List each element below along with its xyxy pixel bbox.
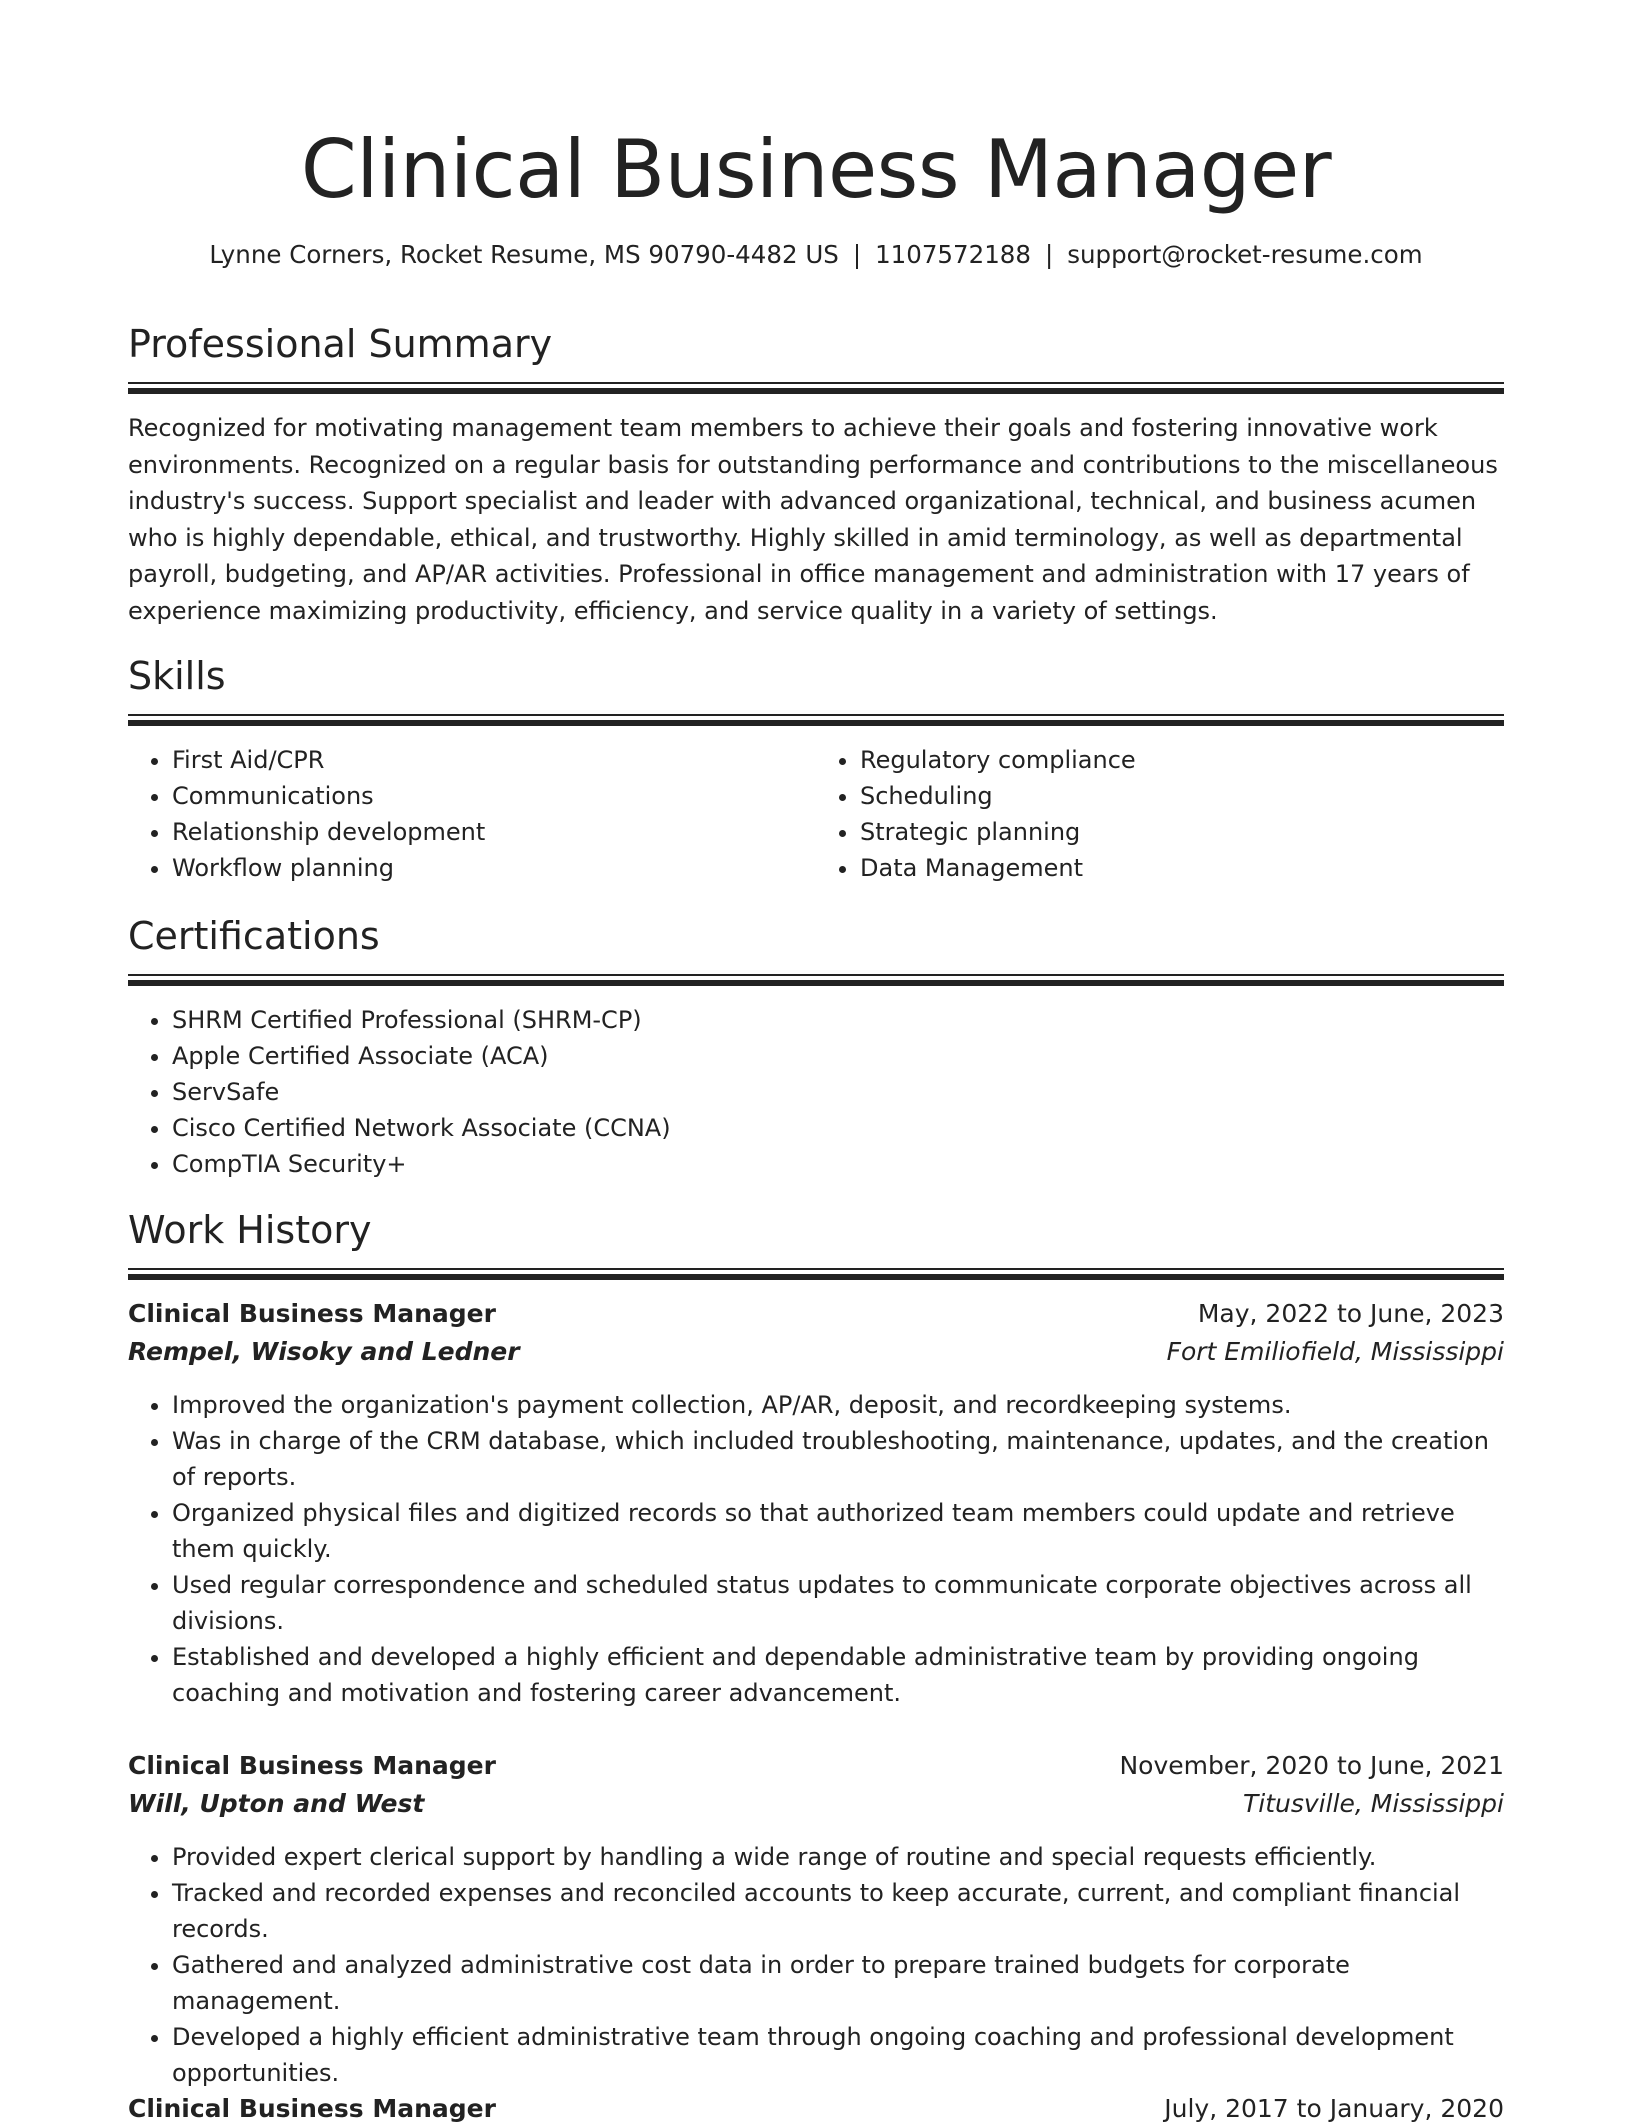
job-bullet: • Improved the organization's payment collection, AP/AR, deposit, and recordkeeping systems. [172, 1387, 1504, 1423]
skill-item: • Relationship development [172, 814, 816, 850]
summary-text: Recognized for motivating management team members to achieve their goals and fostering innovative work environments. Recognized on a regular basis for outstanding performance and contributions to the miscellaneous industry's success. Support specialist and leader with advanced organizational, technical, and business acumen who is highly dependable, ethical, and trustworthy. Highly skilled in amid terminology, as well as departmental payroll, budgeting, and AP/AR activities. Professional in office management and administration with 17 years of experience maximizing productivity, efficiency, and service quality in a variety of settings. [128, 414, 1498, 625]
skill-item: • Regulatory compliance [860, 742, 1504, 778]
certification-item: • SHRM Certified Professional (SHRM-CP) [172, 1002, 1504, 1038]
job-header [128, 1747, 1504, 1785]
job-header [128, 2090, 1504, 2128]
job-dates: July, 2017 to January, 2020 [1164, 2094, 1504, 2123]
skills-columns [128, 742, 1504, 886]
certification-item: • Cisco Certified Network Associate (CCNA) [172, 1110, 1504, 1146]
certification-item: • CompTIA Security+ [172, 1146, 1504, 1182]
job-title: Clinical Business Manager [128, 1751, 496, 1780]
summary-section [128, 318, 1504, 629]
contact-line [128, 238, 1504, 272]
job-bullets [128, 1839, 1504, 2091]
section-divider [128, 382, 1504, 394]
section-title-summary: Professional Summary [128, 322, 553, 366]
job-title: Clinical Business Manager [128, 2094, 496, 2123]
skills-list-left [128, 742, 816, 886]
skill-item: • Data Management [860, 850, 1504, 886]
section-divider [128, 1268, 1504, 1280]
job-company: Will, Upton and West [128, 1789, 425, 1818]
section-divider [128, 714, 1504, 726]
job-entry [128, 2090, 1504, 2128]
section-divider [128, 974, 1504, 986]
job-company: Rempel, Wisoky and Ledner [128, 1337, 520, 1366]
skill-item: • Strategic planning [860, 814, 1504, 850]
job-title: Clinical Business Manager [128, 1299, 496, 1328]
skill-item: • First Aid/CPR [172, 742, 816, 778]
work-history-section [128, 1204, 1504, 1280]
section-title-skills: Skills [128, 654, 226, 698]
job-dates: May, 2022 to June, 2023 [1197, 1299, 1504, 1328]
resume-page [128, 0, 1504, 2123]
certification-item: • Apple Certified Associate (ACA) [172, 1038, 1504, 1074]
job-entry [128, 1295, 1504, 1711]
job-location: Titusville, Mississippi [1243, 1789, 1504, 1818]
job-dates: November, 2020 to June, 2021 [1119, 1751, 1504, 1780]
job-bullet: • Used regular correspondence and scheduled status updates to communicate corporate objectives across all divisions. [172, 1567, 1504, 1639]
skill-item: • Workflow planning [172, 850, 816, 886]
certifications-list [128, 1002, 1504, 1182]
contact-email: support@rocket-resume.com [1067, 240, 1423, 269]
skill-item: • Communications [172, 778, 816, 814]
skill-item: • Scheduling [860, 778, 1504, 814]
job-entry [128, 1747, 1504, 2091]
job-header [128, 1295, 1504, 1333]
job-location: Fort Emiliofield, Mississippi [1166, 1337, 1504, 1366]
job-bullet: • Gathered and analyzed administrative cost data in order to prepare trained budgets for corporate management. [172, 1947, 1504, 2019]
contact-separator: | [1044, 240, 1054, 269]
certifications-section [128, 910, 1504, 1182]
job-bullet: • Organized physical files and digitized records so that authorized team members could update and retrieve them quickly. [172, 1495, 1504, 1567]
job-bullet: • Developed a highly efficient administrative team through ongoing coaching and professional development opportunities. [172, 2019, 1504, 2091]
job-bullet: • Provided expert clerical support by handling a wide range of routine and special requests efficiently. [172, 1839, 1504, 1875]
resume-name: Clinical Business Manager [300, 123, 1332, 216]
job-bullet: • Was in charge of the CRM database, which included troubleshooting, maintenance, updates, and the creation of reports. [172, 1423, 1504, 1495]
contact-phone: 1107572188 [875, 240, 1031, 269]
job-bullet: • Established and developed a highly efficient and dependable administrative team by providing ongoing coaching and motivation and fostering career advancement. [172, 1639, 1504, 1711]
job-bullets [128, 1387, 1504, 1711]
job-subheader [128, 1785, 1504, 1823]
skills-list-right [816, 742, 1504, 886]
certification-item: • ServSafe [172, 1074, 1504, 1110]
section-title-certifications: Certifications [128, 914, 380, 958]
job-bullet: • Tracked and recorded expenses and reconciled accounts to keep accurate, current, and compliant financial records. [172, 1875, 1504, 1947]
section-title-work-history: Work History [128, 1208, 372, 1252]
job-subheader [128, 1333, 1504, 1371]
skills-section [128, 650, 1504, 886]
contact-address: Lynne Corners, Rocket Resume, MS 90790-4482 US [209, 240, 839, 269]
contact-separator: | [852, 240, 862, 269]
